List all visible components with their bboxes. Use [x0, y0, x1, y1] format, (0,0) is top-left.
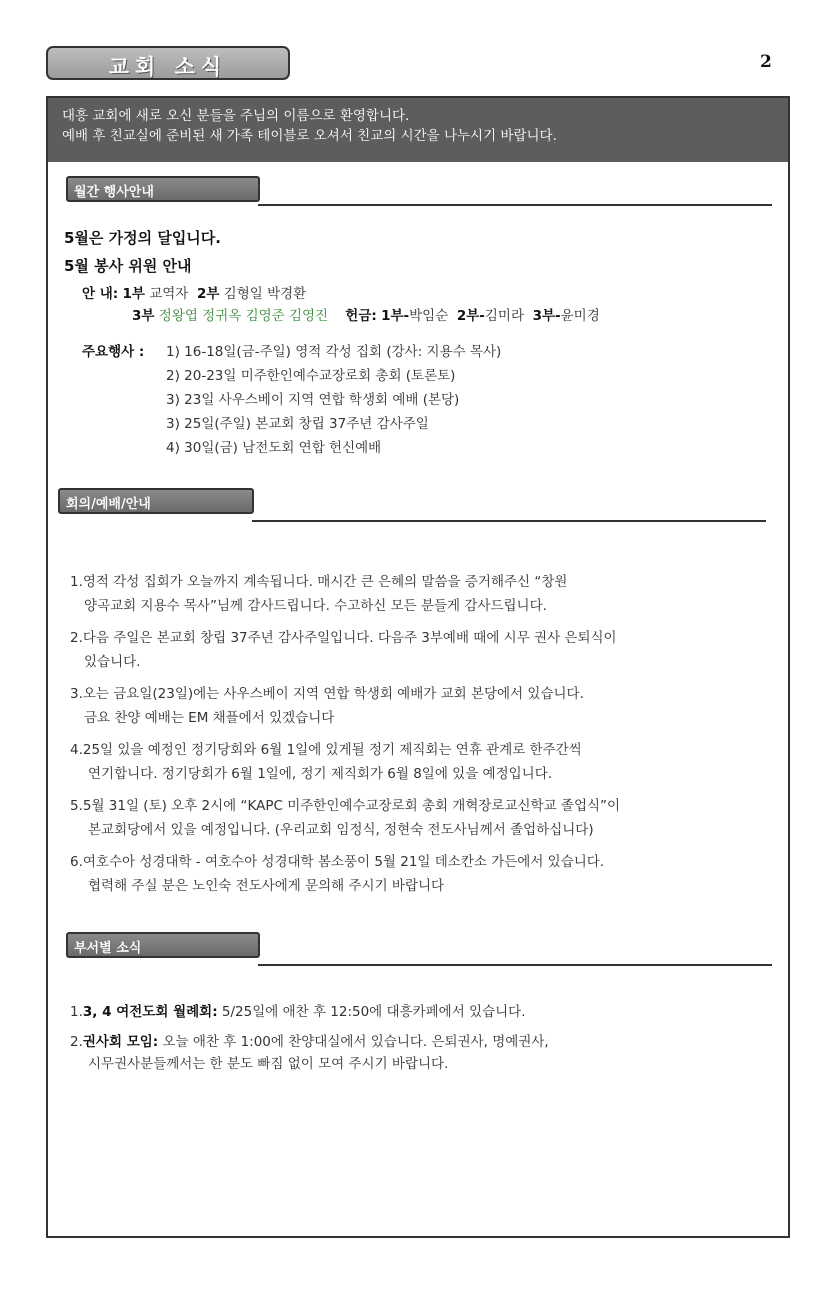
- event-item: 1) 16-18일(금-주일) 영적 각성 집회 (강사: 지용수 목사): [166, 344, 502, 360]
- department-item-2: [70, 1032, 549, 1052]
- offering-part1-name: 박임순: [409, 308, 449, 324]
- events-label: 주요행사 :: [82, 344, 145, 360]
- meetings-heading: 회의/예배/안내: [58, 488, 254, 514]
- content-frame: [46, 96, 790, 1238]
- offering-part3-name: 윤미경: [560, 308, 600, 324]
- section-title-box: [46, 46, 290, 80]
- event-item: 4) 30일(금) 남전도회 연합 헌신예배: [166, 440, 382, 456]
- section-rule: [258, 964, 772, 966]
- notice-5-line-2: 본교회당에서 있을 예정입니다. (우리교회 임정식, 정현숙 전도사님께서 졸업하십니다): [88, 822, 594, 838]
- usher-part1-names: 교역자: [149, 286, 189, 302]
- usher-part3-label: 3부: [132, 308, 155, 324]
- notice-4-line-2: 연기합니다. 정기당회가 6월 1일에, 정기 제직회가 6월 8일에 있을 예정입니다.: [88, 766, 553, 782]
- department-item-1: [70, 1002, 526, 1022]
- notice-2-line-2: 있습니다.: [84, 654, 141, 670]
- section-rule: [258, 204, 772, 206]
- offering-part3-label: 3부-: [532, 308, 561, 324]
- offering-part2-name: 김미라: [484, 308, 524, 324]
- welcome-line-1: 대흥 교회에 새로 오신 분들을 주님의 이름으로 환영합니다.: [62, 108, 410, 124]
- department-item-2-title: 권사회 모임:: [82, 1034, 159, 1050]
- notice-1-line-1: 1.영적 각성 집회가 오늘까지 계속됩니다. 매시간 큰 은혜의 말씀을 증거해주신 “창원: [70, 574, 568, 590]
- notice-6-line-1: 6.여호수아 성경대학 - 여호수아 성경대학 봄소풍이 5월 21일 데소칸소 가든에서 있습니다.: [70, 854, 605, 870]
- usher-part2-names: 김형일 박경환: [223, 286, 307, 302]
- month-theme: 5월은 가정의 달입니다.: [64, 229, 221, 247]
- page-number: 2: [760, 52, 772, 72]
- usher-row-1: [82, 284, 306, 304]
- department-item-1-title: 3, 4 여전도회 월례회:: [82, 1004, 218, 1020]
- offering-part2-label: 2부-: [456, 308, 485, 324]
- event-item: 2) 20-23일 미주한인예수교장로회 총회 (토론토): [166, 368, 456, 384]
- volunteers-title: 5월 봉사 위원 안내: [64, 257, 192, 275]
- offering-label: 헌금:: [345, 308, 377, 324]
- event-item: 3) 25일(주일) 본교회 창립 37주년 감사주일: [166, 416, 429, 432]
- event-item: 3) 23일 사우스베이 지역 연합 학생회 예배 (본당): [166, 392, 460, 408]
- department-item-2-line-2: 시무권사분들께서는 한 분도 빠짐 없이 모여 주시기 바랍니다.: [88, 1056, 449, 1072]
- notice-4-line-1: 4.25일 있을 예정인 정기당회와 6월 1일에 있게될 정기 제직회는 연휴 관계로 한주간씩: [70, 742, 582, 758]
- monthly-events-heading: 월간 행사안내: [66, 176, 260, 202]
- offering-part1-label: 1부-: [381, 308, 410, 324]
- usher-part3-names: 정왕엽 정귀옥 김영준 김영진: [158, 308, 329, 324]
- usher-part1-label: 1부: [122, 286, 145, 302]
- notice-1-line-2: 양곡교회 지용수 목사”님께 감사드립니다. 수고하신 모든 분들게 감사드립니다.: [84, 598, 547, 614]
- notice-3-line-2: 금요 찬양 예배는 EM 채플에서 있겠습니다: [84, 710, 335, 726]
- section-title: 교회 소식: [108, 55, 228, 79]
- departments-heading: 부서별 소식: [66, 932, 260, 958]
- notice-3-line-1: 3.오는 금요일(23일)에는 사우스베이 지역 연합 학생회 예배가 교회 본당에서 있습니다.: [70, 686, 584, 702]
- welcome-line-2: 예배 후 친교실에 준비된 새 가족 테이블로 오셔서 친교의 시간을 나누시기 바랍니다.: [62, 128, 557, 144]
- notice-5-line-1: 5.5월 31일 (토) 오후 2시에 “KAPC 미주한인예수교장로회 총회 개혁장로교신학교 졸업식”이: [70, 798, 621, 814]
- section-rule: [252, 520, 766, 522]
- usher-part2-label: 2부: [196, 286, 220, 302]
- department-item-1-text: 5/25일에 애찬 후 12:50에 대흥카페에서 있습니다.: [217, 1004, 526, 1020]
- notice-2-line-1: 2.다음 주일은 본교회 창립 37주년 감사주일입니다. 다음주 3부예배 때에 시무 권사 은퇴식이: [70, 630, 617, 646]
- department-item-2-text: 오늘 애찬 후 1:00에 찬양대실에서 있습니다. 은퇴권사, 명예권사,: [158, 1034, 549, 1050]
- welcome-banner: [48, 98, 788, 162]
- usher-row-2: [132, 306, 600, 326]
- department-item-1-number: 1.: [70, 1004, 83, 1020]
- department-item-2-number: 2.: [70, 1034, 83, 1050]
- notice-6-line-2: 협력해 주실 분은 노인숙 전도사에게 문의해 주시기 바랍니다: [88, 878, 445, 894]
- usher-label: 안 내:: [82, 286, 119, 302]
